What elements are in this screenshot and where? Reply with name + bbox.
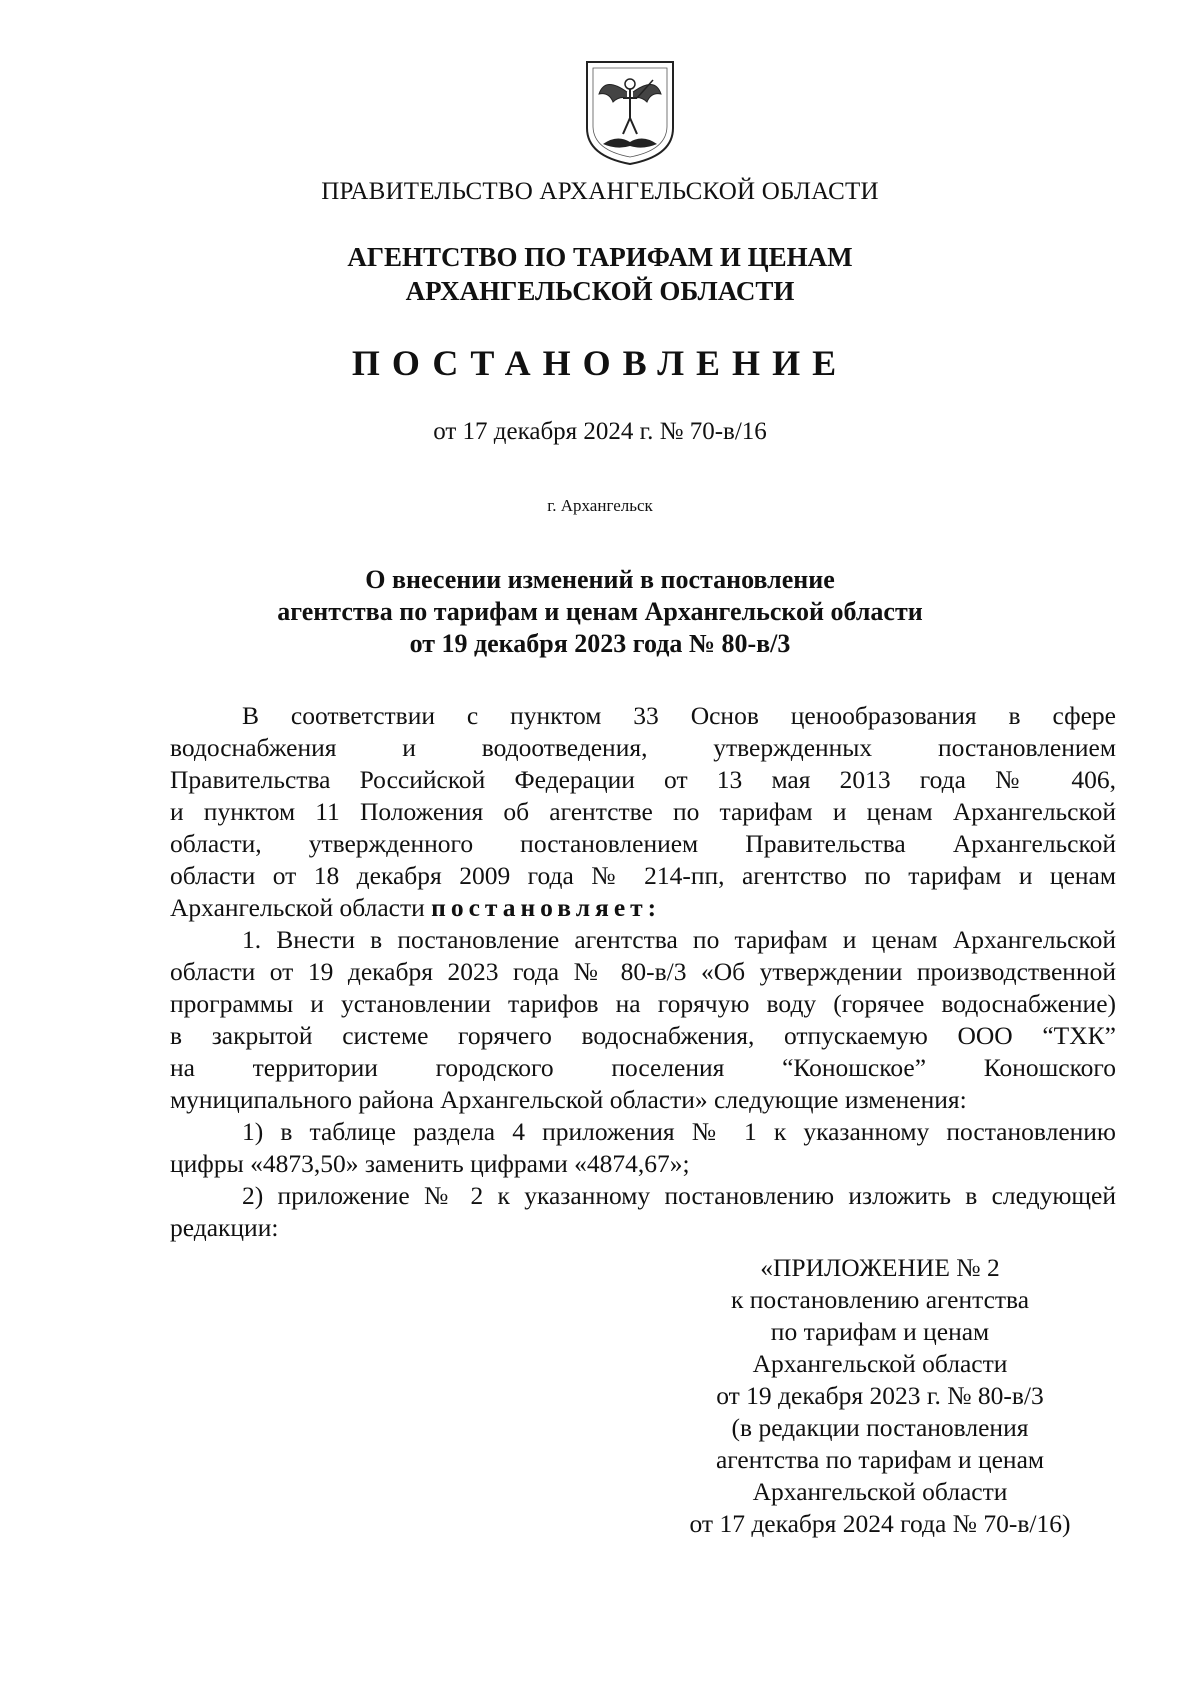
appendix-line: к постановлению агентства [730, 1285, 1030, 1314]
agency-name-line2: АРХАНГЕЛЬСКОЙ ОБЛАСТИ [405, 276, 795, 306]
body-line: на территории городского поселения “Коношское” Коношского [170, 1053, 1116, 1082]
document-type-title: ПОСТАНОВЛЕНИЕ [351, 343, 849, 383]
body-line: и пунктом 11 Положения об агентстве по тарифам и ценам Архангельской [170, 797, 1116, 826]
subject-line-3: от 19 декабря 2023 года № 80-в/3 [409, 629, 791, 658]
coat-of-arms-icon [583, 58, 677, 166]
body-line: 1) в таблице раздела 4 приложения № 1 к указанному постановлению [242, 1117, 1116, 1146]
body-text: Архангельской области [170, 893, 432, 922]
body-line: в закрытой системе горячего водоснабжения, отпускаемую ООО “ТХК” [170, 1021, 1116, 1050]
appendix-line: от 17 декабря 2024 года № 70-в/16) [689, 1509, 1071, 1538]
appendix-line: Архангельской области [752, 1349, 1008, 1378]
body-line [170, 892, 1116, 924]
government-name: ПРАВИТЕЛЬСТВО АРХАНГЕЛЬСКОЙ ОБЛАСТИ [321, 178, 879, 205]
appendix-line: (в редакции постановления [731, 1413, 1029, 1442]
subject-line-2: агентства по тарифам и ценам Архангельской области [277, 597, 923, 626]
appendix-line: по тарифам и ценам [770, 1317, 990, 1346]
appendix-line: от 19 декабря 2023 г. № 80-в/3 [716, 1381, 1044, 1410]
appendix-line: Архангельской области [752, 1477, 1008, 1506]
body-line: программы и установлении тарифов на горячую воду (горячее водоснабжение) [170, 989, 1116, 1018]
body-line: 1. Внести в постановление агентства по тарифам и ценам Архангельской [242, 925, 1116, 954]
body-line: области, утвержденного постановлением Правительства Архангельской [170, 829, 1116, 858]
agency-name-line1: АГЕНТСТВО ПО ТАРИФАМ И ЦЕНАМ [347, 242, 853, 272]
body-line: области от 18 декабря 2009 года № 214-пп, агентство по тарифам и ценам [170, 861, 1116, 890]
body-line: Правительства Российской Федерации от 13 мая 2013 года № 406, [170, 765, 1116, 794]
body-line: водоснабжения и водоотведения, утвержденных постановлением [170, 733, 1116, 762]
subject-line-1: О внесении изменений в постановление [365, 565, 835, 594]
document-date-number: от 17 декабря 2024 г. № 70-в/16 [433, 418, 767, 445]
body-line: В соответствии с пунктом 33 Основ ценообразования в сфере [242, 701, 1116, 730]
body-line: цифры «4873,50» заменить цифрами «4874,67»; [170, 1149, 690, 1178]
resolves-keyword: постановляет: [431, 893, 662, 922]
body-line: муниципального района Архангельской области» следующие изменения: [170, 1085, 967, 1114]
body-line: редакции: [170, 1213, 279, 1242]
appendix-line: агентства по тарифам и ценам [715, 1445, 1045, 1474]
appendix-title: «ПРИЛОЖЕНИЕ № 2 [760, 1253, 1000, 1282]
body-line: области от 19 декабря 2023 года № 80-в/3 «Об утверждении производственной [170, 957, 1116, 986]
document-city: г. Архангельск [547, 496, 653, 515]
body-line: 2) приложение № 2 к указанному постановлению изложить в следующей [242, 1181, 1116, 1210]
